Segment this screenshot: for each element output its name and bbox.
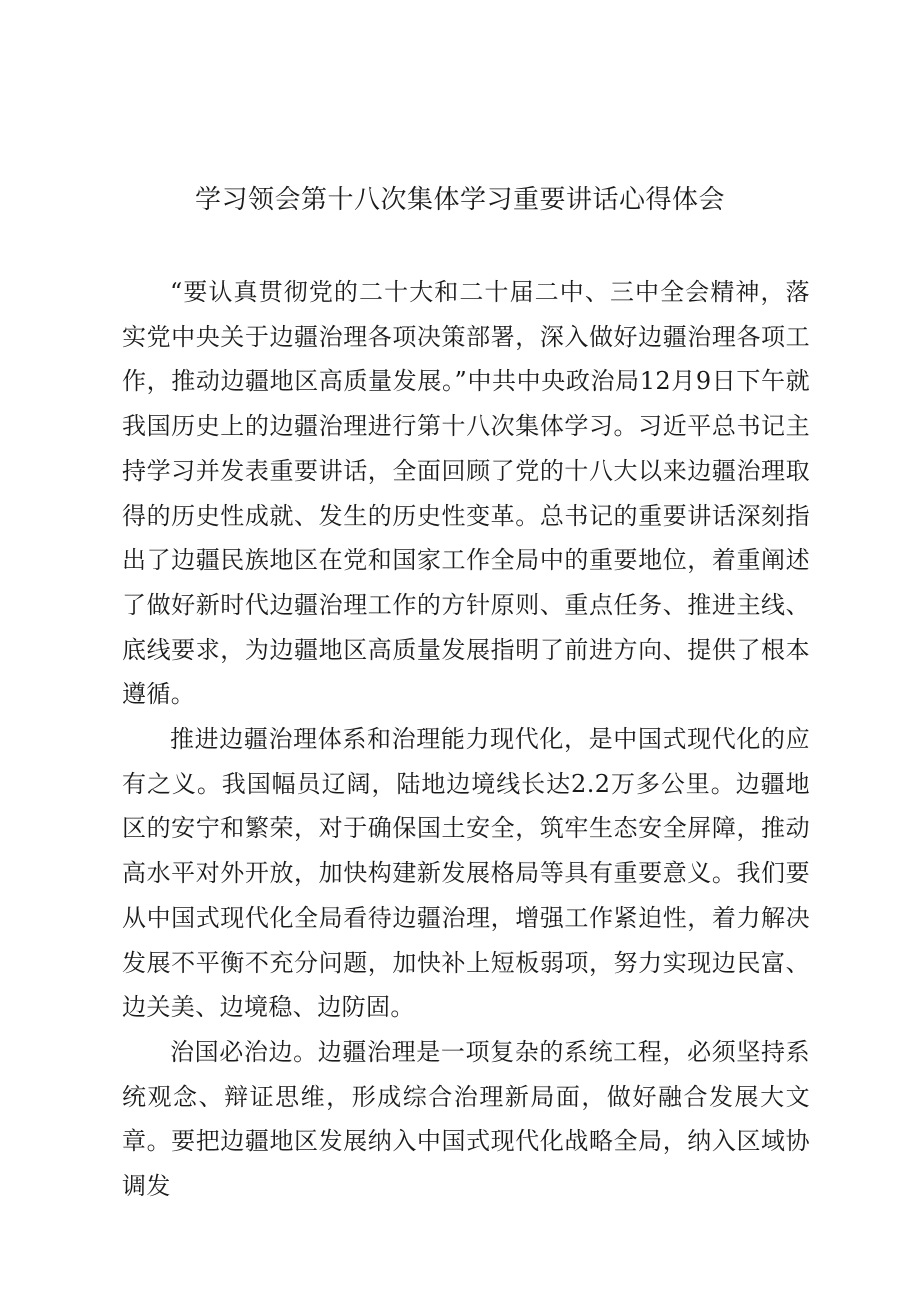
document-body	[122, 270, 810, 1209]
paragraph-3: 治国必治边。边疆治理是一项复杂的系统工程，必须坚持系统观念、辩证思维，形成综合治理新局面，做好融合发展大文章。要把边疆地区发展纳入中国式现代化战略全局，纳入区域协调发	[122, 1037, 810, 1201]
paragraph-2: 推进边疆治理体系和治理能力现代化，是中国式现代化的应有之义。我国幅员辽阔，陆地边境线长达2.2万多公里。边疆地区的安宁和繁荣，对于确保国土安全，筑牢生态安全屏障，推动高水平对外开放，加快构建新发展格局等具有重要意义。我们要从中国式现代化全局看待边疆治理，增强工作紧迫性，着力解决发展不平衡不充分问题，加快补上短板弱项，努力实现边民富、边关美、边境稳、边防固。	[122, 725, 810, 1022]
paragraph-1: “要认真贯彻党的二十大和二十届二中、三中全会精神，落实党中央关于边疆治理各项决策部署，深入做好边疆治理各项工作，推动边疆地区高质量发展。”中共中央政治局12月9日下午就我国历史上的边疆治理进行第十八次集体学习。习近平总书记主持学习并发表重要讲话，全面回顾了党的十八大以来边疆治理取得的历史性成就、发生的历史性变革。总书记的重要讲话深刻指出了边疆民族地区在党和国家工作全局中的重要地位，着重阐述了做好新时代边疆治理工作的方针原则、重点任务、推进主线、底线要求，为边疆地区高质量发展指明了前进方向、提供了根本遵循。	[122, 278, 810, 709]
document-title: 学习领会第十八次集体学习重要讲话心得体会	[194, 185, 725, 215]
